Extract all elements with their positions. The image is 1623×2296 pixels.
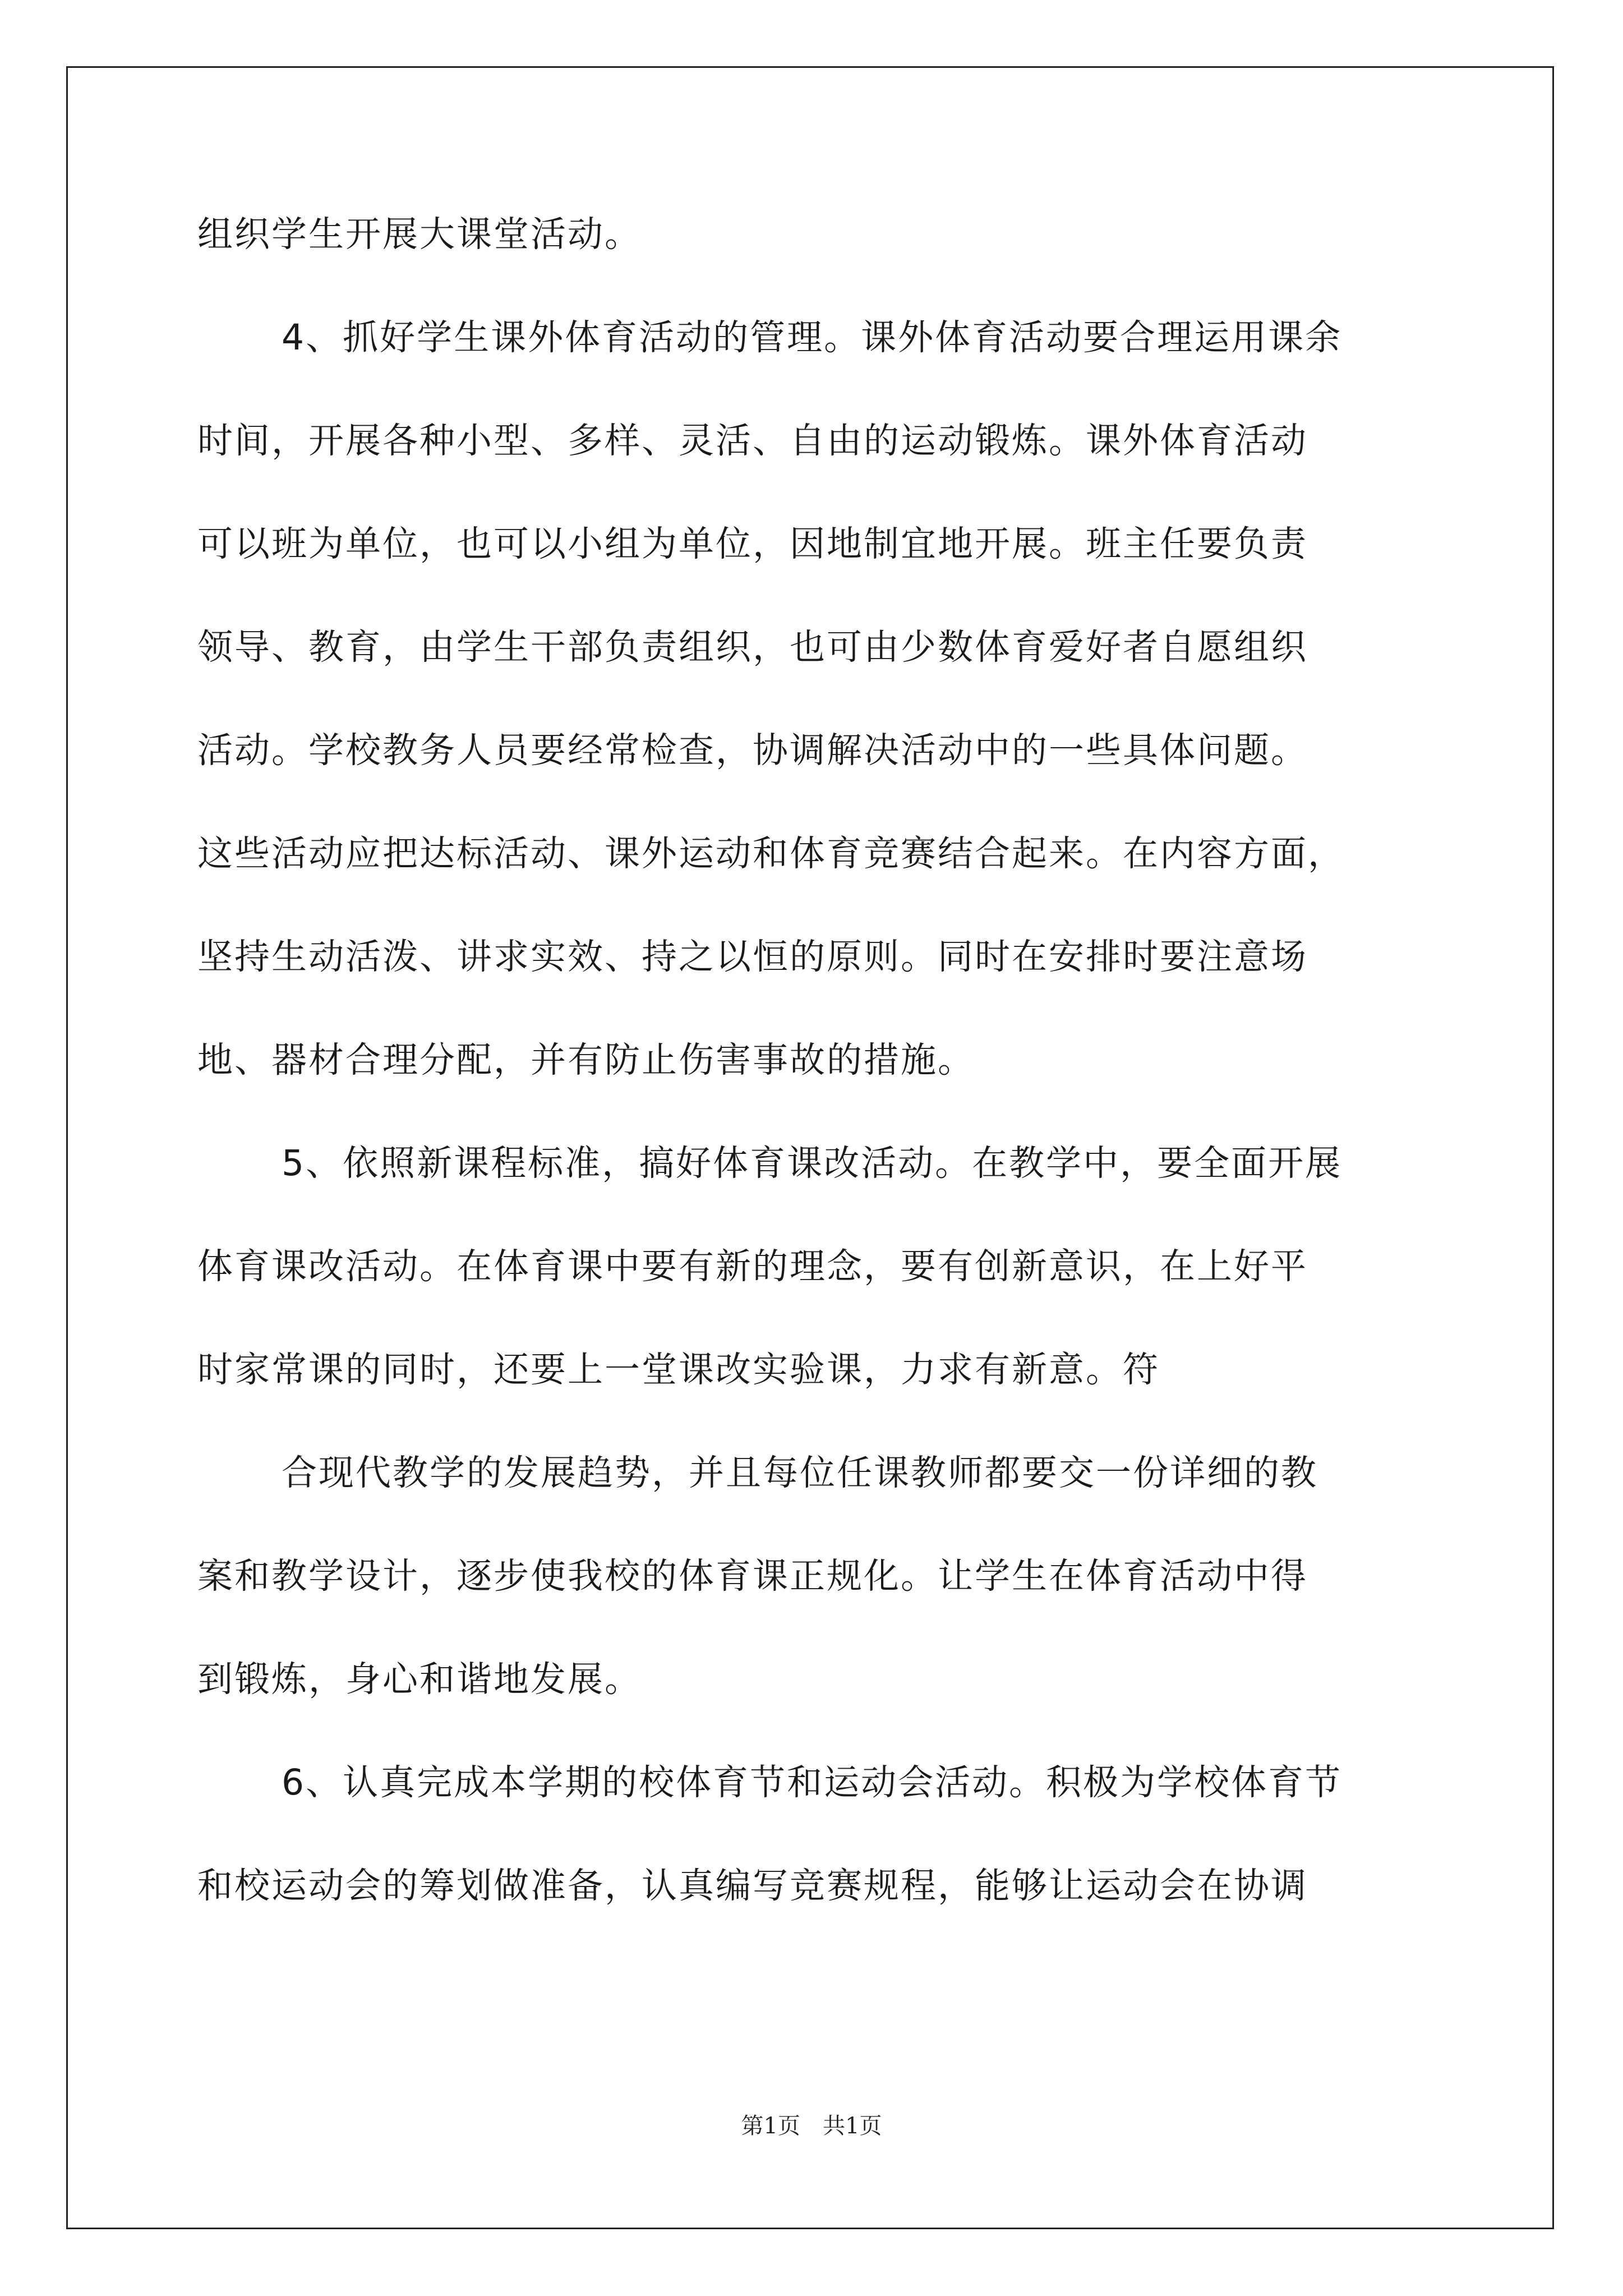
text-line: 4、抓好学生课外体育活动的管理。课外体育活动要合理运用课余 bbox=[282, 317, 1343, 358]
text-line: 组织学生开展大课堂活动。 bbox=[197, 214, 642, 255]
text-line: 地、器材合理分配，并有防止伤害事故的措施。 bbox=[197, 1039, 975, 1080]
text-line: 案和教学设计，逐步使我校的体育课正规化。让学生在体育活动中得 bbox=[197, 1556, 1308, 1596]
text-line: 6、认真完成本学期的校体育节和运动会活动。积极为学校体育节 bbox=[282, 1762, 1343, 1803]
page-number: 第1页 共1页 bbox=[741, 2113, 882, 2139]
text-line: 时家常课的同时，还要上一堂课改实验课，力求有新意。符 bbox=[197, 1349, 1160, 1390]
text-line: 这些活动应把达标活动、课外运动和体育竞赛结合起来。在内容方面， bbox=[197, 833, 1345, 874]
text-line: 体育课改活动。在体育课中要有新的理念，要有创新意识，在上好平 bbox=[197, 1246, 1308, 1287]
text-line: 和校运动会的筹划做准备，认真编写竞赛规程，能够让运动会在协调 bbox=[197, 1865, 1308, 1906]
text-line: 时间，开展各种小型、多样、灵活、自由的运动锻炼。课外体育活动 bbox=[197, 420, 1308, 461]
text-line: 可以班为单位，也可以小组为单位，因地制宜地开展。班主任要负责 bbox=[197, 523, 1308, 564]
text-line: 领导、教育，由学生干部负责组织，也可由少数体育爱好者自愿组织 bbox=[197, 627, 1308, 668]
text-line: 到锻炼，身心和谐地发展。 bbox=[197, 1659, 642, 1700]
text-line: 合现代教学的发展趋势，并且每位任课教师都要交一份详细的教 bbox=[282, 1452, 1318, 1493]
text-line: 坚持生动活泼、讲求实效、持之以恒的原则。同时在安排时要注意场 bbox=[197, 936, 1308, 977]
text-line: 5、依照新课程标准，搞好体育课改活动。在教学中，要全面开展 bbox=[282, 1143, 1343, 1184]
text-line: 活动。学校教务人员要经常检查，协调解决活动中的一些具体问题。 bbox=[197, 730, 1308, 771]
